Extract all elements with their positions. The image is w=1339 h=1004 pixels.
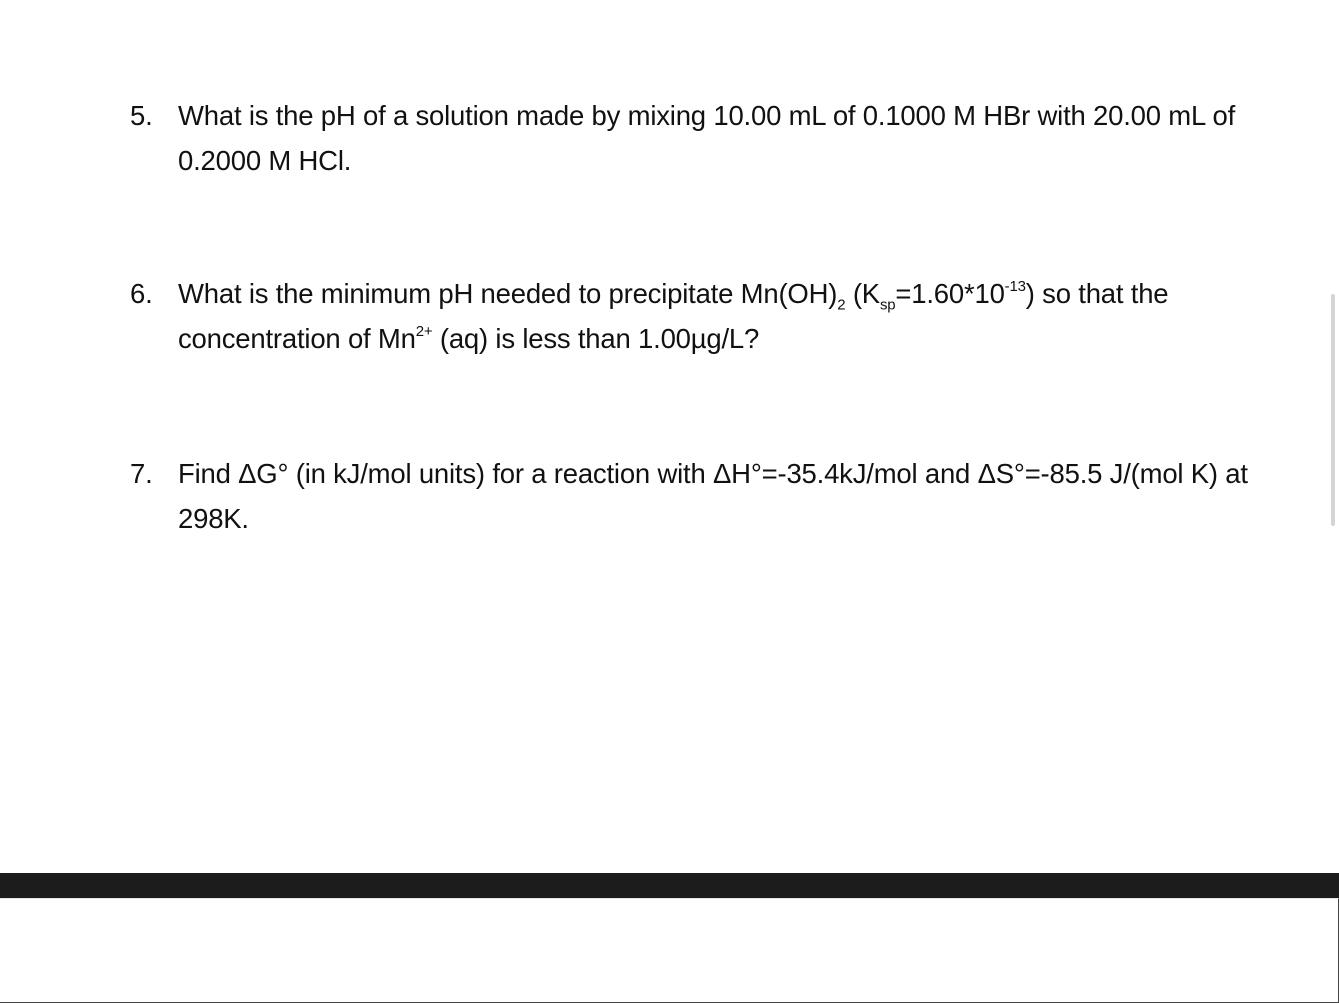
question-number: 5.: [130, 100, 153, 131]
subscript: sp: [879, 296, 896, 314]
text-run: (aq) is less than 1.00µg/L?: [432, 323, 760, 354]
scrollbar-thumb[interactable]: [1331, 294, 1335, 526]
question-text: What is the pH of a solution made by mixing 10.00 mL of 0.1000 M HBr with 20.00 mL of 0.2000 M HCl.: [178, 100, 1236, 176]
bottom-blank-area: [0, 898, 1339, 1003]
question-text: Find ΔG° (in kJ/mol units) for a reaction with ΔH°=-35.4kJ/mol and ΔS°=-85.5 J/(mol K) at 298K.: [178, 458, 1248, 534]
text-run: =1.60*10: [895, 278, 1005, 309]
question-number: 7.: [130, 458, 153, 489]
question-5: [130, 93, 1300, 183]
question-number: 6.: [130, 278, 153, 309]
text-run: ) so that the concentration of Mn: [178, 278, 1169, 354]
superscript: -13: [1004, 277, 1026, 295]
text-run: (K: [845, 278, 880, 309]
subscript: 2: [837, 296, 846, 314]
text-run: What is the minimum pH needed to precipitate Mn(OH): [178, 278, 838, 309]
question-7: [130, 451, 1300, 541]
superscript: 2+: [415, 322, 433, 340]
page-divider-bar: [0, 873, 1339, 898]
question-text: [178, 271, 1300, 361]
question-6: [130, 271, 1300, 361]
